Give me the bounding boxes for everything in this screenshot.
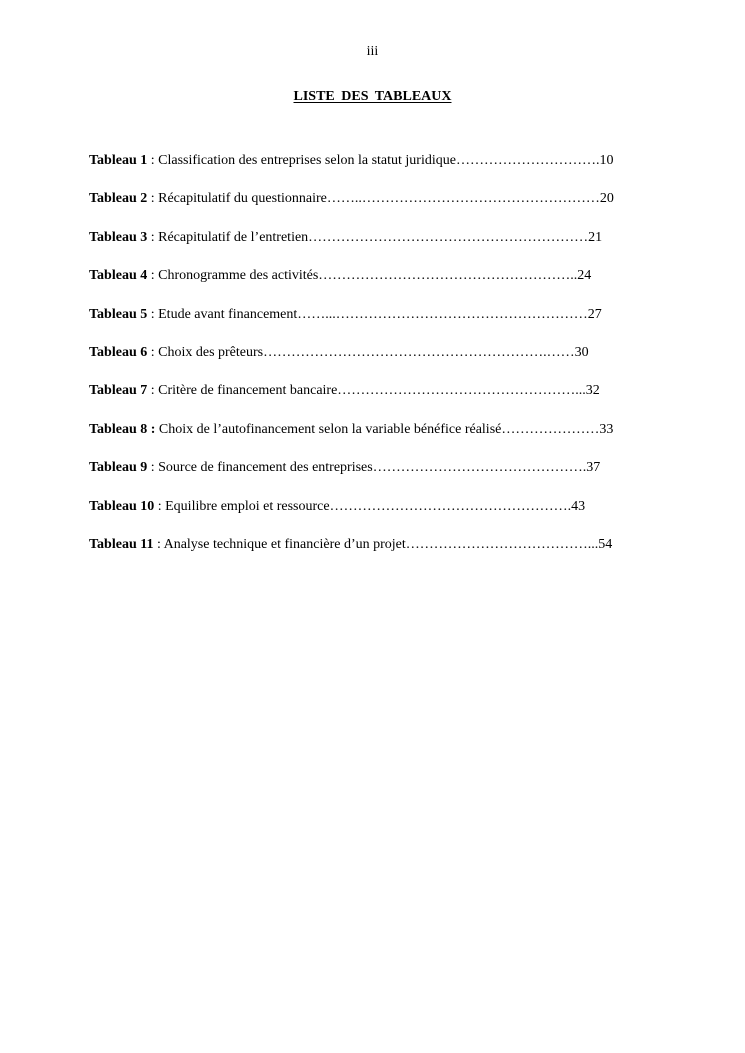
table-label: Tableau 5 — [89, 306, 148, 322]
list-item — [89, 190, 669, 228]
list-item — [89, 459, 669, 497]
table-label: Tableau 8 : — [89, 421, 156, 437]
table-label: Tableau 2 — [89, 191, 148, 207]
table-list — [89, 152, 669, 574]
page-title — [0, 89, 745, 105]
table-description: : Equilibre emploi et ressource…………………………………………….43 — [154, 498, 586, 514]
table-label: Tableau 1 — [89, 153, 148, 168]
table-description: : Source de financement des entreprises……………………………………….37 — [147, 460, 601, 476]
list-item — [89, 536, 669, 574]
list-item — [89, 152, 669, 190]
list-item — [89, 306, 669, 344]
list-item — [89, 498, 669, 536]
table-description: : Récapitulatif du questionnaire……..……………………………………………20 — [147, 191, 614, 207]
table-description: : Critère de financement bancaire……………………………………………...32 — [147, 383, 600, 399]
table-description: : Classification des entreprises selon la statut juridique………………………….10 — [147, 153, 614, 168]
table-description: : Récapitulatif de l’entretien……………………………………………………21 — [147, 229, 603, 245]
list-item — [89, 421, 669, 459]
table-label: Tableau 3 — [89, 229, 148, 245]
table-label: Tableau 4 — [89, 268, 148, 284]
list-item — [89, 382, 669, 420]
page-number: iii — [366, 44, 379, 59]
table-label: Tableau 6 — [89, 344, 148, 360]
list-item — [89, 267, 669, 305]
list-item — [89, 229, 669, 267]
page-title-text: LISTE DES TABLEAUX — [293, 89, 452, 104]
table-label: Tableau 9 — [89, 460, 148, 476]
table-description: : Choix des prêteurs…………………………………………………….……30 — [147, 344, 589, 360]
table-description: : Chronogramme des activités………………………………………………..24 — [147, 268, 592, 284]
table-description: : Analyse technique et financière d’un projet…………………………………...54 — [153, 536, 613, 552]
table-label: Tableau 11 — [89, 536, 154, 552]
table-description: : Etude avant financement……...………………………………………………27 — [147, 306, 602, 322]
list-item — [89, 344, 669, 382]
table-label: Tableau 7 — [89, 383, 148, 399]
table-label: Tableau 10 — [89, 498, 155, 514]
table-description: Choix de l’autofinancement selon la variable bénéfice réalisé…………………33 — [155, 421, 614, 437]
